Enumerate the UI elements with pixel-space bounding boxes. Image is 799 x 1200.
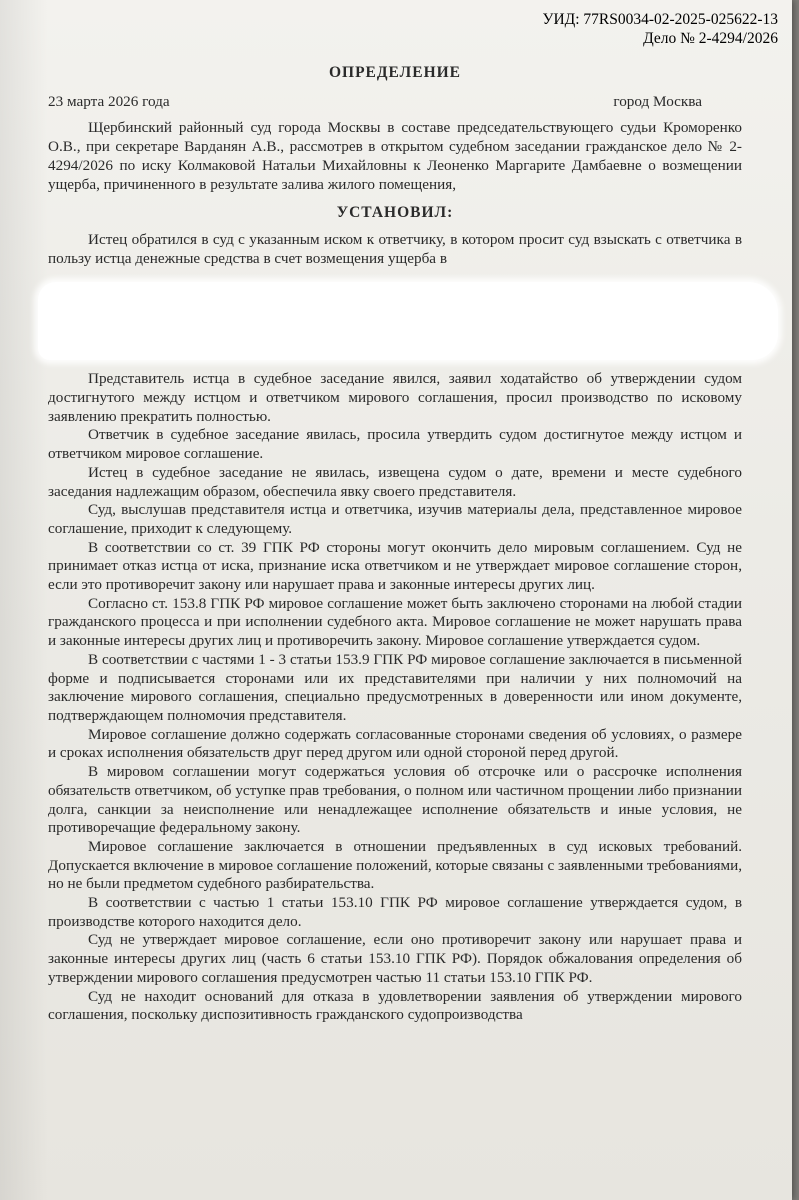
- paragraph-5: В соответствии со ст. 39 ГПК РФ стороны могут окончить дело мировым соглашением. Суд не принимает отказ истца от иска, признание иска ответчиком и не утверждает мировое соглашение сторон, если это противоречит закону или нарушает права и законные интересы других лиц.: [48, 538, 742, 594]
- paragraph-12: Суд не утверждает мировое соглашение, если оно противоречит закону или нарушает права и законные интересы других лиц (часть 6 статьи 153.10 ГПК РФ). Порядок обжалования определения об утверждении мирового соглашения предусмотрен частью 11 статьи 153.10 ГПК РФ.: [48, 931, 742, 986]
- paragraph-6: Согласно ст. 153.8 ГПК РФ мировое соглашение может быть заключено сторонами на любой стадии гражданского процесса и при исполнении судебного акта. Мировое соглашение не может нарушать права и законные интересы других лиц и противоречить закону. Мировое соглашение утверждается судом.: [48, 594, 742, 650]
- paragraph-8: Мировое соглашение должно содержать согласованные сторонами сведения об условиях, о размере и сроках исполнения обязательств друг перед другом или одной стороной перед другой.: [48, 725, 742, 762]
- paragraph-11: В соответствии с частью 1 статьи 153.10 ГПК РФ мировое соглашение утверждается судом, в производстве которого находится дело.: [48, 894, 742, 930]
- paragraph-3: Истец в судебное заседание не явилась, извещена судом о дате, времени и месте судебного заседания надлежащим образом, обеспечила явку своего представителя.: [48, 463, 742, 500]
- case-number: Дело № 2-4294/2026: [643, 30, 778, 47]
- paragraph-7: В соответствии с частями 1 - 3 статьи 153.9 ГПК РФ мировое соглашение заключается в письменной форме и подписывается сторонами или их представителями при наличии у них полномочий на заключение мирового соглашения, специально предусмотренных в доверенности или ином документе, подтверждающем полномочия представителя.: [48, 650, 742, 724]
- paragraph-10: Мировое соглашение заключается в отношении предъявленных в суд исковых требований. Допускается включение в мировое соглашение положений, которые связаны с заявленными требованиями, но не были предметом судебного разбирательства.: [48, 837, 742, 893]
- document-city: город Москва: [613, 92, 702, 110]
- paragraph-2: Ответчик в судебное заседание явилась, просила утвердить судом достигнутое между истцом и ответчиком мировое соглашение.: [48, 426, 742, 463]
- paragraph-9: В мировом соглашении могут содержаться условия об отсрочке или о рассрочке исполнения обязательств ответчиком, об уступке прав требования, о полном или частичном прощении либо признании долга, санкции за неисполнение или ненадлежащее исполнение обязательств и иные условия, не противоречащие федеральному закону.: [48, 763, 742, 837]
- document-title: ОПРЕДЕЛЕНИЕ: [328, 64, 462, 81]
- paragraph-13: Суд не находит оснований для отказа в удовлетворении заявления об утверждении мирового соглашения, поскольку диспозитивность гражданского судопроизводства: [48, 987, 742, 1024]
- section-heading: УСТАНОВИЛ:: [336, 204, 454, 222]
- paragraph-4: Суд, выслушав представителя истца и ответчика, изучив материалы дела, представленное мировое соглашение, приходит к следующему.: [48, 501, 742, 537]
- intro-paragraph: Щербинский районный суд города Москвы в составе председательствующего судьи Кроморенко О.В., при секретаре Варданян А.В., рассмотрев в открытом судебном заседании гражданское дело № 2-4294/2026 по иску Колмаковой Натальи Михайловны к Леоненко Маргарите Дамбаевне о возмещении ущерба, причиненного в результате залива жилого помещения,: [48, 119, 742, 193]
- uid-line: УИД: 77RS0034-02-2025-025622-13: [542, 11, 778, 28]
- date-line: [48, 93, 742, 112]
- redaction-mark: [38, 282, 778, 360]
- paragraph-1: Представитель истца в судебное заседание явился, заявил ходатайство об утверждении судом достигнутого между истцом и ответчиком мирового соглашения, просил производство по исковому заявлению прекратить полностью.: [48, 370, 742, 425]
- document-body: [48, 10, 742, 1025]
- page-shadow: [0, 0, 48, 1200]
- document-date: 23 марта 2026 года: [48, 92, 170, 110]
- claim-paragraph: Истец обратился в суд с указанным иском к ответчику, в котором просит суд взыскать с ответчика в пользу истца денежные средства в счет возмещения ущерба в: [48, 230, 742, 267]
- redacted-area: [48, 274, 742, 368]
